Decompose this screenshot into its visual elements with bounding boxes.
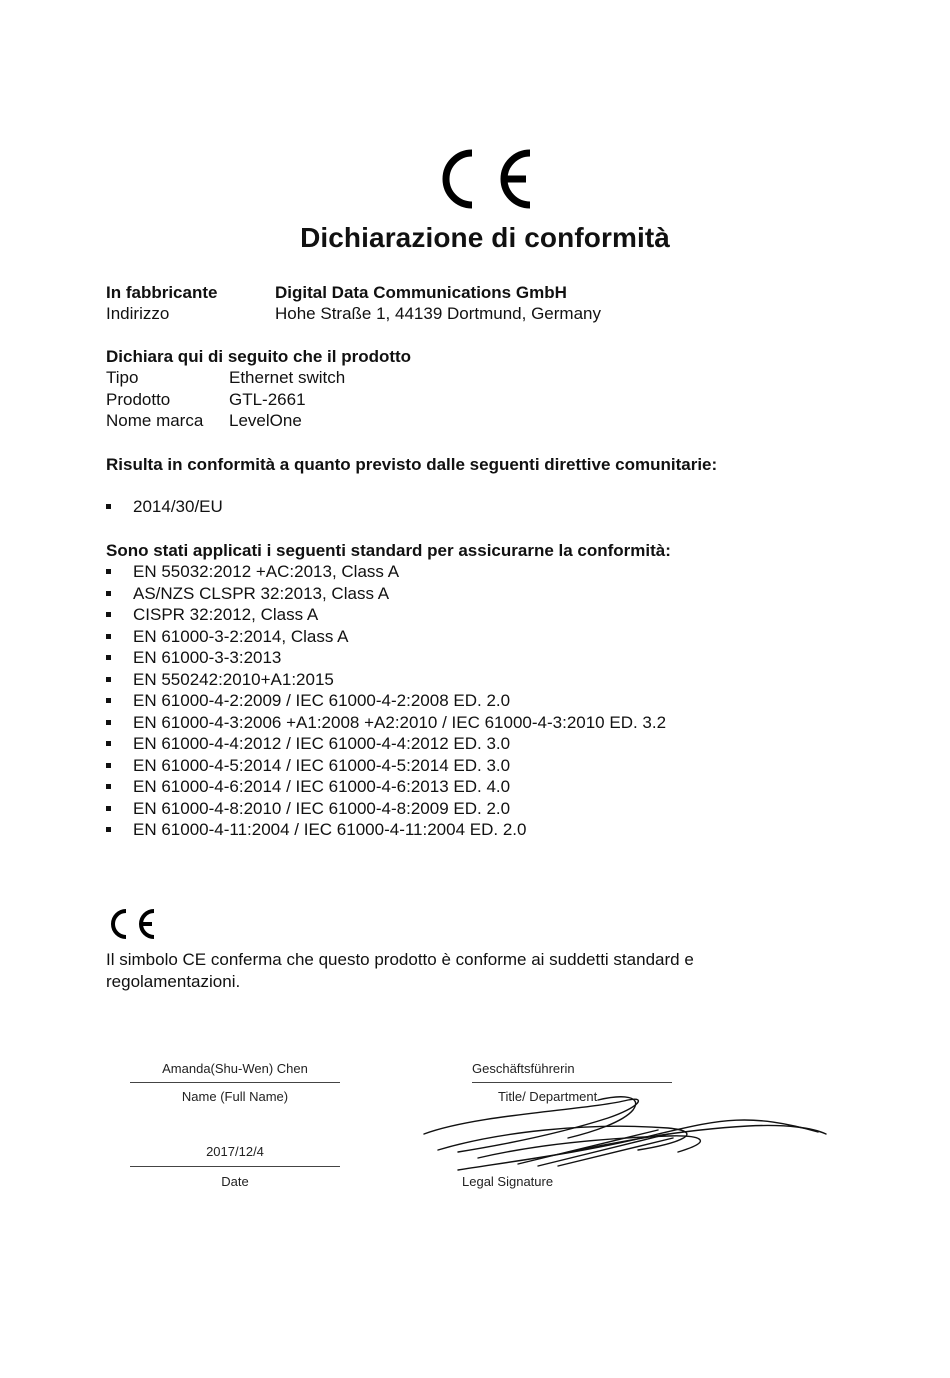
- bullet-icon: [106, 569, 111, 574]
- manufacturer-name: Digital Data Communications GmbH: [275, 283, 567, 302]
- signatory-title: Geschäftsführerin: [472, 1061, 575, 1076]
- standard-item: EN 61000-3-3:2013: [106, 647, 666, 669]
- standard-item: EN 61000-4-6:2014 / IEC 61000-4-6:2013 ED. 4.0: [106, 776, 666, 798]
- product-model-label: Prodotto: [106, 390, 171, 409]
- document-title: Dichiarazione di conformità: [300, 222, 670, 253]
- bullet-icon: [106, 741, 111, 746]
- address-label: Indirizzo: [106, 304, 170, 323]
- bullet-icon: [106, 504, 111, 509]
- standard-item: AS/NZS CLSPR 32:2013, Class A: [106, 583, 666, 605]
- standards-heading: Sono stati applicati i seguenti standard per assicurarne la conformità:: [106, 541, 671, 560]
- ce-mark-small-logo: [106, 906, 158, 942]
- product-brand-label: Nome marca: [106, 411, 204, 430]
- title-label: Title/ Department: [498, 1089, 598, 1104]
- standard-item: EN 61000-4-3:2006 +A1:2008 +A2:2010 / IEC 61000-4-3:2010 ED. 3.2: [106, 712, 666, 734]
- standards-list: [106, 561, 666, 841]
- signature-label: Legal Signature: [462, 1174, 554, 1189]
- product-type-label: Tipo: [106, 368, 139, 387]
- address-value: Hohe Straße 1, 44139 Dortmund, Germany: [275, 304, 601, 323]
- signatory-name: Amanda(Shu-Wen) Chen: [162, 1061, 308, 1076]
- product-model-value: GTL-2661: [229, 390, 306, 409]
- name-label: Name (Full Name): [181, 1089, 289, 1104]
- bullet-icon: [106, 591, 111, 596]
- product-brand-value: LevelOne: [229, 411, 302, 430]
- handwritten-signature: [418, 1092, 838, 1182]
- name-underline: [130, 1082, 340, 1083]
- ce-statement-line1: Il simbolo CE conferma che questo prodotto è conforme ai suddetti standard e: [106, 950, 694, 969]
- standard-item: EN 550242:2010+A1:2015: [106, 669, 666, 691]
- standard-item: CISPR 32:2012, Class A: [106, 604, 666, 626]
- date-underline: [130, 1166, 340, 1167]
- ce-statement-line2: regolamentazioni.: [106, 972, 241, 991]
- bullet-icon: [106, 763, 111, 768]
- directives-heading: Risulta in conformità a quanto previsto dalle seguenti direttive comunitarie:: [106, 455, 718, 474]
- bullet-icon: [106, 784, 111, 789]
- standard-item: EN 61000-4-8:2010 / IEC 61000-4-8:2009 ED. 2.0: [106, 798, 666, 820]
- bullet-icon: [106, 698, 111, 703]
- ce-mark-logo: [434, 143, 534, 213]
- standard-item: EN 61000-4-4:2012 / IEC 61000-4-4:2012 ED. 3.0: [106, 733, 666, 755]
- bullet-icon: [106, 612, 111, 617]
- bullet-icon: [106, 806, 111, 811]
- bullet-icon: [106, 677, 111, 682]
- standard-item: EN 61000-3-2:2014, Class A: [106, 626, 666, 648]
- standard-item: EN 61000-4-11:2004 / IEC 61000-4-11:2004 ED. 2.0: [106, 819, 666, 841]
- signature-date: 2017/12/4: [206, 1144, 264, 1159]
- directive-item: 2014/30/EU: [106, 496, 223, 518]
- product-type-value: Ethernet switch: [229, 368, 346, 387]
- product-heading: Dichiara qui di seguito che il prodotto: [106, 347, 412, 366]
- bullet-icon: [106, 655, 111, 660]
- bullet-icon: [106, 827, 111, 832]
- title-underline: [472, 1082, 672, 1083]
- standard-item: EN 55032:2012 +AC:2013, Class A: [106, 561, 666, 583]
- manufacturer-label: In fabbricante: [106, 283, 218, 302]
- standard-item: EN 61000-4-5:2014 / IEC 61000-4-5:2014 ED. 3.0: [106, 755, 666, 777]
- date-label: Date: [221, 1174, 249, 1189]
- bullet-icon: [106, 720, 111, 725]
- bullet-icon: [106, 634, 111, 639]
- directives-list: [106, 496, 223, 518]
- standard-item: EN 61000-4-2:2009 / IEC 61000-4-2:2008 ED. 2.0: [106, 690, 666, 712]
